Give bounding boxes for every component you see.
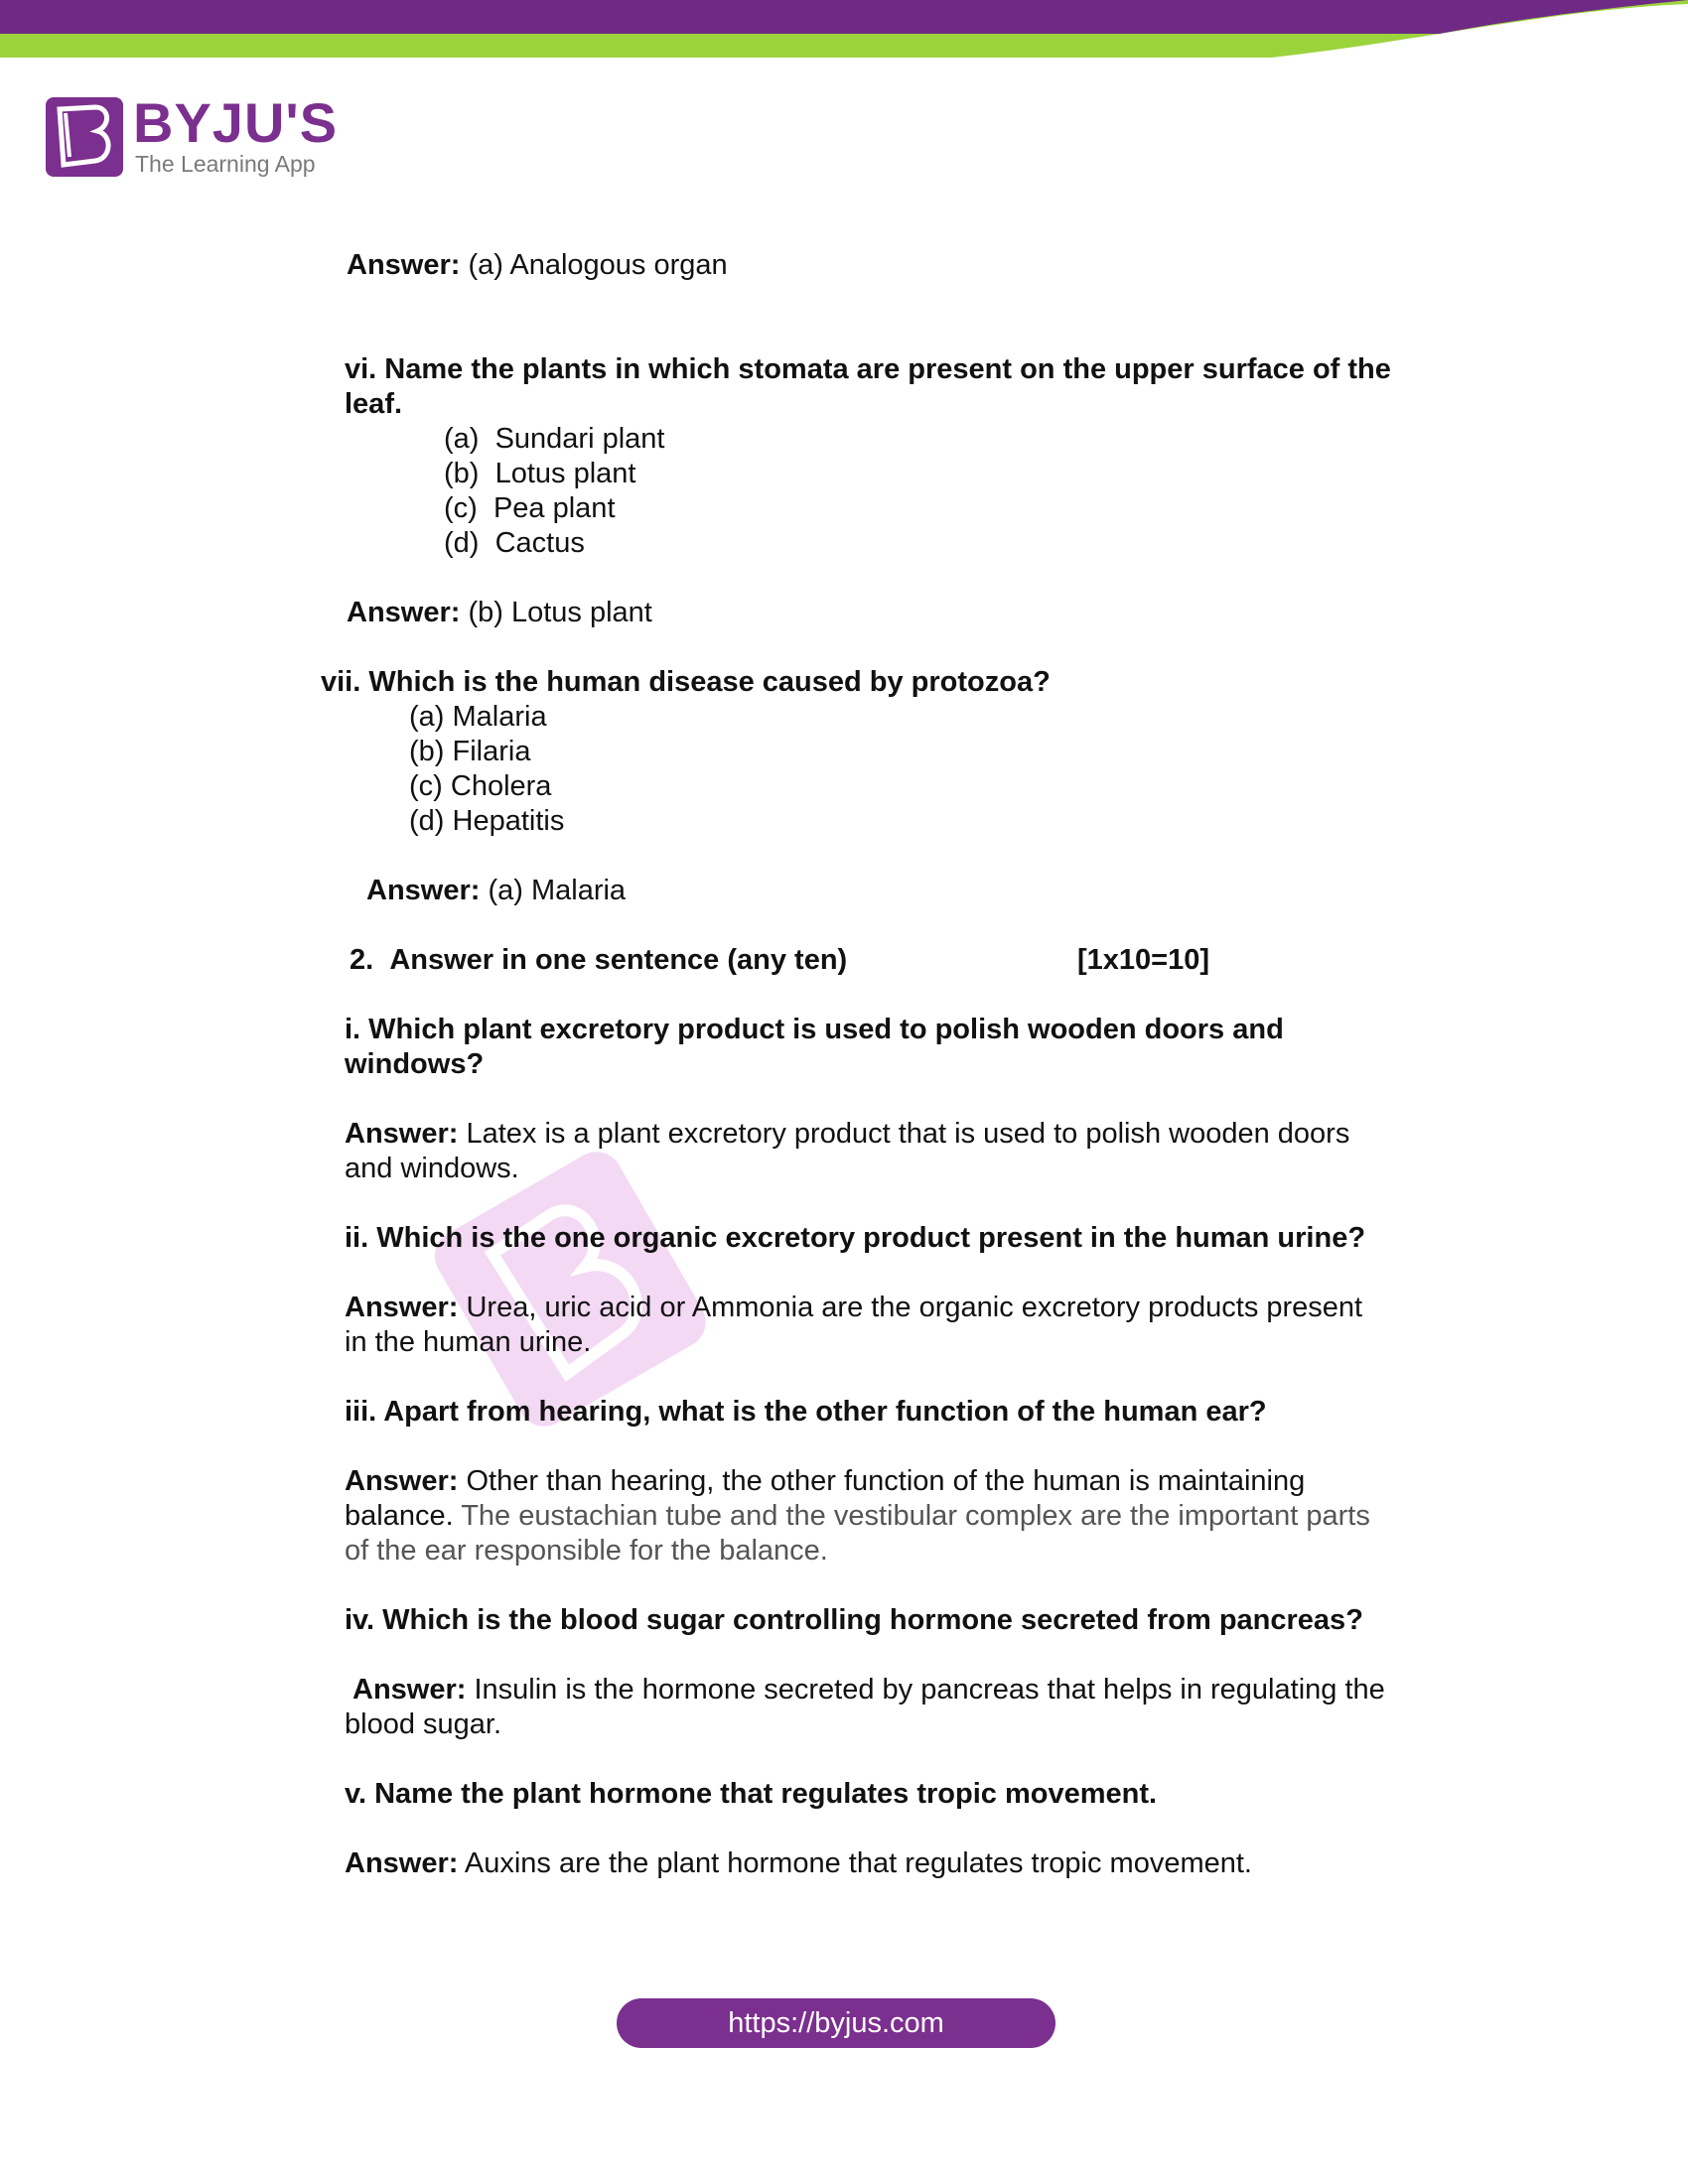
q6-answer: Answer: (b) Lotus plant bbox=[347, 597, 652, 628]
s2-q3-answer-line3: of the ear responsible for the balance. bbox=[345, 1535, 828, 1567]
s2-q2-answer-line2: in the human urine. bbox=[345, 1326, 592, 1358]
q6-question-line1: vi. Name the plants in which stomata are present on the upper surface of the bbox=[345, 353, 1391, 385]
s2-q3-question: iii. Apart from hearing, what is the other function of the human ear? bbox=[345, 1396, 1267, 1428]
brand-tagline: The Learning App bbox=[135, 151, 316, 177]
section2-heading: 2. Answer in one sentence (any ten) bbox=[350, 944, 848, 976]
s2-q1-question-line2: windows? bbox=[345, 1048, 485, 1080]
s2-q1-answer-line2: and windows. bbox=[345, 1153, 519, 1184]
q7-option-c: (c) Cholera bbox=[409, 770, 552, 802]
s2-q1-answer-line1: Answer: Latex is a plant excretory product that is used to polish wooden doors bbox=[345, 1118, 1350, 1150]
s2-q3-answer-line1: Answer: Other than hearing, the other function of the human is maintaining bbox=[345, 1465, 1306, 1497]
q7-option-a: (a) Malaria bbox=[409, 701, 547, 733]
s2-q1-question-line1: i. Which plant excretory product is used to polish wooden doors and bbox=[345, 1014, 1284, 1045]
byjus-logo-icon bbox=[46, 97, 123, 177]
q7-answer: Answer: (a) Malaria bbox=[366, 875, 627, 906]
q6-option-b: (b) Lotus plant bbox=[444, 458, 636, 489]
section2-marks: [1x10=10] bbox=[1077, 944, 1210, 976]
header-band bbox=[0, 0, 1688, 69]
s2-q2-question: ii. Which is the one organic excretory product present in the human urine? bbox=[345, 1222, 1366, 1254]
q5-answer: Answer: (a) Analogous organ bbox=[347, 249, 728, 281]
q7-option-d: (d) Hepatitis bbox=[409, 805, 565, 837]
s2-q4-question: iv. Which is the blood sugar controlling hormone secreted from pancreas? bbox=[345, 1604, 1363, 1636]
s2-q3-answer-line2: balance. The eustachian tube and the vestibular complex are the important parts bbox=[345, 1500, 1370, 1532]
s2-q2-answer-line1: Answer: Urea, uric acid or Ammonia are the organic excretory products present bbox=[345, 1292, 1363, 1323]
brand-name: BYJU'S bbox=[133, 91, 339, 154]
footer-url-link[interactable]: https://byjus.com bbox=[617, 1998, 1055, 2048]
q6-option-c: (c) Pea plant bbox=[444, 492, 616, 524]
q7-question: vii. Which is the human disease caused by protozoa? bbox=[321, 666, 1051, 698]
byjus-logo[interactable] bbox=[46, 91, 344, 179]
q7-option-b: (b) Filaria bbox=[409, 736, 531, 767]
s2-q4-answer-line2: blood sugar. bbox=[345, 1708, 502, 1740]
s2-q4-answer-line1: Answer: Insulin is the hormone secreted by pancreas that helps in regulating the bbox=[352, 1674, 1385, 1706]
s2-q5-answer: Answer: Auxins are the plant hormone that regulates tropic movement. bbox=[345, 1847, 1252, 1879]
q6-option-d: (d) Cactus bbox=[444, 527, 585, 559]
q6-question-line2: leaf. bbox=[345, 388, 403, 420]
s2-q5-question: v. Name the plant hormone that regulates tropic movement. bbox=[345, 1778, 1158, 1810]
q6-option-a: (a) Sundari plant bbox=[444, 423, 665, 455]
